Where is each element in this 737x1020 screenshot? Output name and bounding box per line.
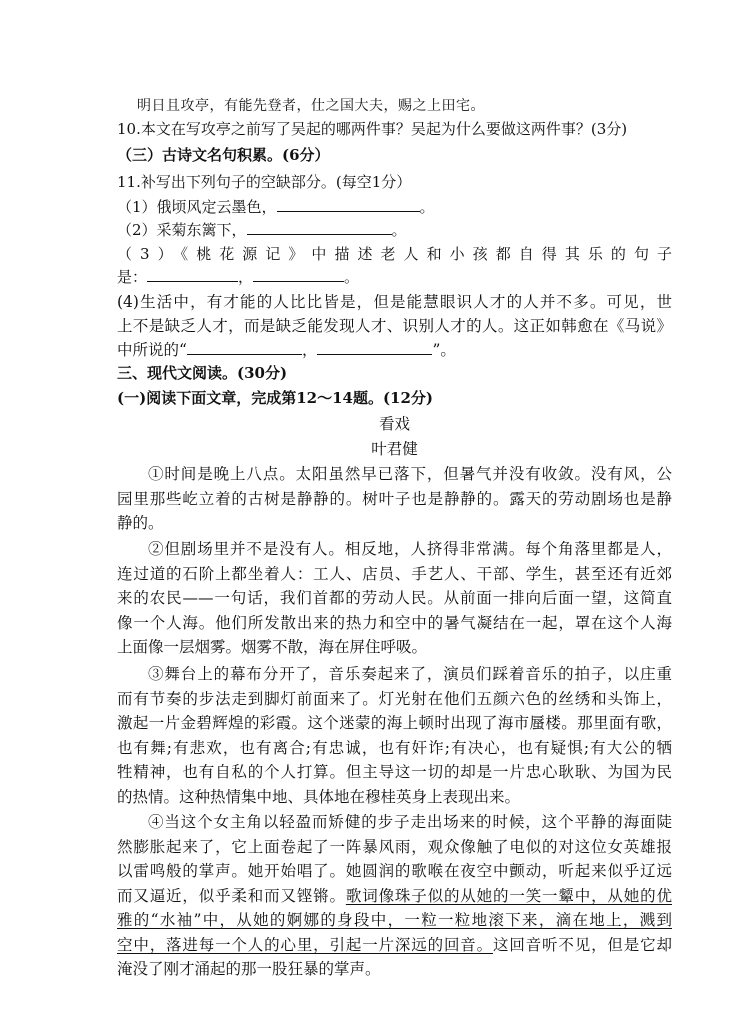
question-11-item-4-line3	[117, 340, 672, 361]
paragraph-line: 以雷鸣般的掌声。她开始唱了。她圆润的歌喉在夜空中颤动，听起来似乎辽远	[117, 862, 672, 880]
item-2-prompt: （2）采菊东篱下，	[117, 221, 247, 239]
paragraph-3	[117, 662, 672, 809]
paragraph-line: ②但剧场里并不是没有人。相反地，人挤得非常满。每个角落里都是人，	[148, 540, 672, 558]
paragraph-line: ①时间是晚上八点。太阳虽然早已落下，但暑气并没有收敛。没有风，公	[148, 465, 672, 483]
item-3-prefix: 是：	[117, 268, 148, 286]
paragraph-line: 上面像一层烟雾。烟雾不散，海在屏住呼吸。	[117, 638, 428, 656]
plain-text: 而又逼近，似乎柔和而又铿锵。	[117, 886, 346, 905]
paragraph-line: 而有节奏的步法走到脚灯前面来了。灯光射在他们五颜六色的丝绣和头饰上，	[117, 689, 672, 708]
paragraph-line: 像一个人海。他们所发散出来的热力和空中的暑气凝结在一起，罩在这个人海	[117, 613, 672, 632]
article-title: 看戏	[378, 415, 410, 433]
answer-blank[interactable]	[247, 220, 392, 235]
underlined-text: 空中，落进每一个人的心里，引起一片深远的回音。	[117, 935, 493, 954]
item-2-end: 。	[391, 221, 407, 239]
paragraph-1	[117, 462, 672, 536]
answer-blank[interactable]	[253, 267, 344, 282]
paragraph-line: 园里那些屹立着的古树是静静的。树叶子也是静静的。露天的劳动剧场也是静	[117, 489, 672, 508]
paragraph-line: 静的。	[117, 514, 164, 532]
underlined-line: 雅的“水袖”中，从她的婀娜的身段中，一粒一粒地滚下来，滴在地上，溅到	[117, 911, 672, 929]
paragraph-line: ③舞台上的幕布分开了，音乐奏起来了，演员们踩着音乐的拍子，以庄重	[148, 665, 672, 683]
question-11-item-2	[117, 220, 672, 241]
article-author: 叶君健	[371, 440, 418, 458]
question-11-item-3: （3）《桃花源记》中描述老人和小孩都自得其乐的句子	[117, 245, 672, 263]
item-3-end: 。	[344, 268, 360, 286]
paragraph-line-mixed	[117, 884, 672, 909]
paragraph-line: 然膨胀起来了，它上面卷起了一阵暴风雨，观众像触了电似的对这位女英雄报	[117, 837, 672, 856]
paragraph-2	[117, 537, 672, 660]
plain-text: 这回音听不见，但是它却	[493, 935, 672, 954]
classical-text-line: 明日且攻亭，有能先登者，仕之国大夫，赐之上田宅。	[137, 98, 485, 114]
question-11-item-3-blanks	[117, 267, 672, 288]
question-11-item-4-line1: (4)生活中，有才能的人比比皆是，但是能慧眼识人才的人并不多。可见，世	[117, 293, 672, 311]
question-11-item-1	[117, 197, 672, 218]
answer-blank[interactable]	[147, 267, 238, 282]
paragraph-line: 连过道的石阶上都坐着人：工人、店员、手艺人、干部、学生，甚至还有近郊	[117, 564, 672, 583]
paragraph-line: 也有舞;有悲欢，也有离合;有忠诚，也有奸诈;有决心，也有疑惧;有大公的牺	[117, 738, 672, 757]
item-3-comma: ，	[238, 268, 254, 286]
item-4-comma: ，	[301, 341, 318, 359]
question-11: 11.补写出下列句子的空缺部分。(每空1分）	[117, 173, 412, 191]
part-3-heading: 三、现代文阅读。(30分)	[117, 364, 288, 382]
paragraph-line: 激起一片金碧辉煌的彩霞。这个迷蒙的海上顿时出现了海市蜃楼。那里面有歌，	[117, 714, 672, 732]
item-1-end: 。	[419, 198, 435, 216]
paragraph-line: ④当这个女主角以轻盈而矫健的步子走出场来的时候，这个平静的海面陡	[148, 813, 672, 831]
paragraph-4	[117, 810, 672, 982]
item-4-prefix: 中所说的“	[117, 341, 187, 359]
section-heading-poetry: （三）古诗文名句积累。(6分）	[117, 146, 330, 164]
reading-instruction: (一)阅读下面文章，完成第12～14题。(12分)	[117, 389, 434, 407]
question-11-item-4-line2: 上不是缺乏人才，而是缺乏能发现人才、识别人才的人。这正如韩愈在《马说》	[117, 317, 672, 335]
paragraph-line: 淹没了刚才涌起的那一股狂暴的掌声。	[117, 960, 381, 978]
item-1-prompt: （1）俄顷风定云墨色，	[117, 198, 277, 216]
question-10: 10.本文在写攻亭之前写了吴起的哪两件事？吴起为什么要做这两件事？(3分)	[117, 120, 628, 138]
paragraph-line-mixed	[117, 933, 672, 958]
underlined-text: 歌词像珠子似的从她的一笑一颦中，从她的优	[345, 886, 672, 905]
item-4-end: ”。	[432, 341, 456, 359]
paragraph-line: 的热情。这种热情集中地、具体地在穆桂英身上表现出来。	[117, 787, 521, 806]
answer-blank[interactable]	[317, 340, 432, 355]
answer-blank[interactable]	[187, 340, 302, 355]
paragraph-line: 牲精神，也有自私的个人打算。但主导这一切的却是一片忠心耿耿、为国为民	[117, 763, 672, 781]
answer-blank[interactable]	[277, 197, 420, 212]
paragraph-line: 来的农民——一句话，我们首都的劳动人民。从前面一排向后面一望，这简直	[117, 589, 672, 607]
